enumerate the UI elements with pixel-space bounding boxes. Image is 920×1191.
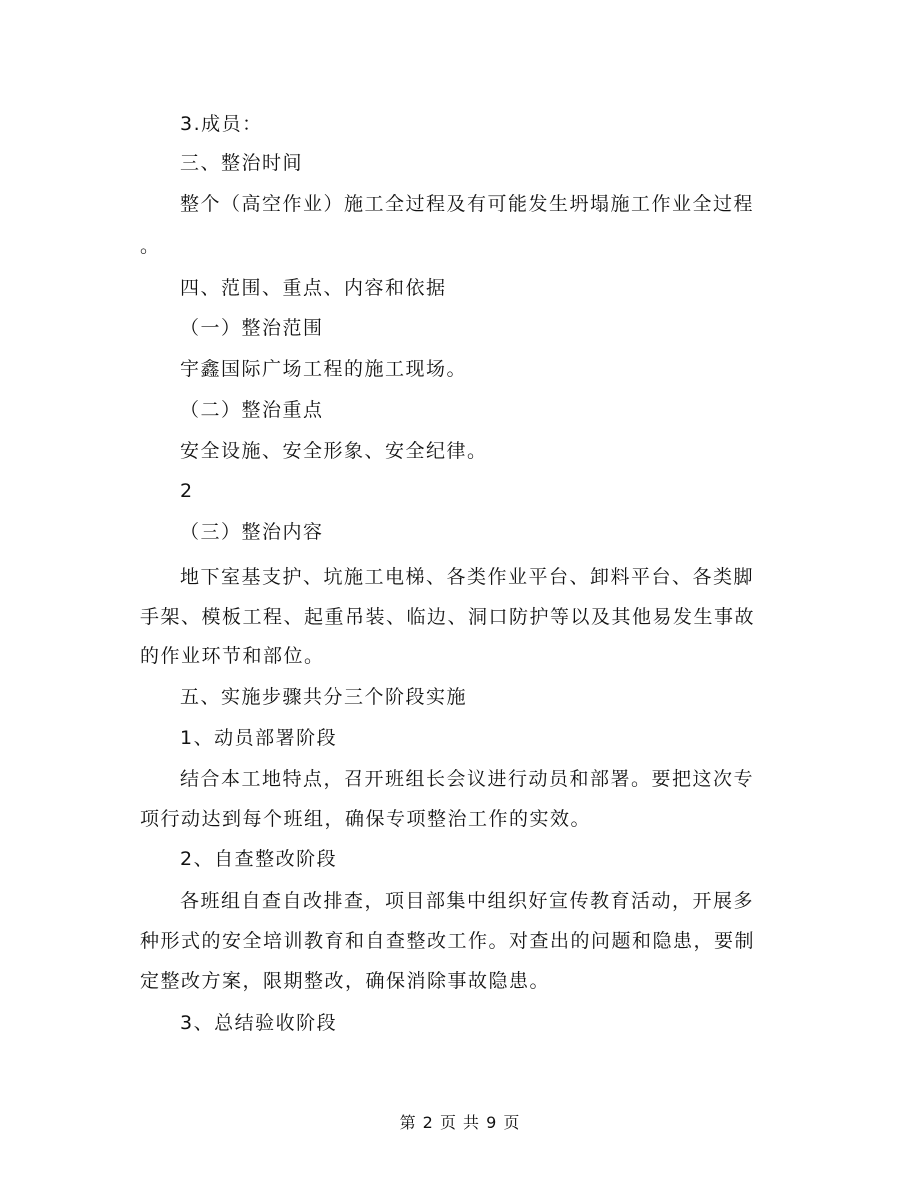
text-line: 地下室基支护、坑施工电梯、各类作业平台、卸料平台、各类脚: [180, 566, 755, 588]
text-line: 种形式的安全培训教育和自查整改工作。对查出的问题和隐患，要制: [140, 930, 756, 952]
subsection-heading: （一）整治范围: [180, 317, 324, 339]
text-line: 整个（高空作业）施工全过程及有可能发生坍塌施工作业全过程: [180, 193, 755, 215]
subsection-heading: 2、自查整改阶段: [180, 848, 338, 870]
text-line: 项行动达到每个班组，确保专项整治工作的实效。: [140, 808, 592, 830]
text-line: 3.成员：: [180, 113, 263, 135]
text-line: 。: [140, 235, 161, 257]
section-heading: 五、实施步骤共分三个阶段实施: [180, 686, 468, 708]
text-line: 宇鑫国际广场工程的施工现场。: [180, 358, 468, 380]
text-line: 手架、模板工程、起重吊装、临边、洞口防护等以及其他易发生事故: [140, 606, 756, 628]
page-marker: 2: [180, 480, 194, 502]
subsection-heading: （二）整治重点: [180, 399, 324, 421]
subsection-heading: 3、总结验收阶段: [180, 1012, 338, 1034]
subsection-heading: 1、动员部署阶段: [180, 727, 338, 749]
section-heading: 三、整治时间: [180, 152, 304, 174]
text-line: 的作业环节和部位。: [140, 645, 325, 667]
section-heading: 四、范围、重点、内容和依据: [180, 277, 447, 299]
text-line: 定整改方案，限期整改，确保消除事故隐患。: [140, 970, 551, 992]
text-line: 各班组自查自改排查，项目部集中组织好宣传教育活动，开展多: [180, 890, 755, 912]
text-line: 安全设施、安全形象、安全纪律。: [180, 440, 488, 462]
text-line: 结合本工地特点，召开班组长会议进行动员和部署。要把这次专: [180, 768, 755, 790]
page-footer: 第 2 页 共 9 页: [399, 1113, 521, 1132]
subsection-heading: （三）整治内容: [180, 521, 324, 543]
